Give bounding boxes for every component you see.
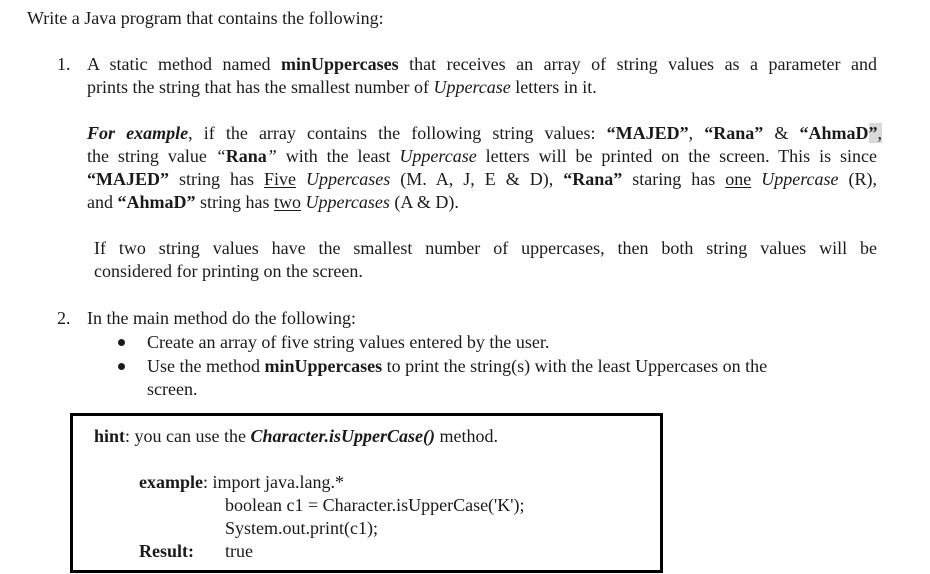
highlighted-quote: ” [868,123,878,143]
item1-line1: A static method named minUppercases that receives an array of string values as a parameter and [87,54,877,74]
example-line4: and “AhmaD” string has two Uppercases (A & D). [87,192,459,212]
method-name: minUppercases [280,54,399,74]
bullet-dot [118,339,125,346]
note-line1: If two string values have the smallest number of uppercases, then both string values will be [94,238,877,258]
intro-text: Write a Java program that contains the following: [27,8,384,28]
example-line2: the string value “Rana” with the least Uppercase letters will be printed on the screen. This is since [87,146,877,166]
result-label: Result: [139,541,194,561]
bullet-item-1: Create an array of five string values entered by the user. [147,332,550,352]
result-value: true [225,541,253,561]
hint-label: hint [94,426,126,446]
item1-line2: prints the string that has the smallest number of Uppercase letters in it. [87,77,597,97]
item2-number: 2. [57,308,71,328]
code-line-3: System.out.print(c1); [225,518,378,538]
bullet-dot [118,363,125,370]
code-line-1: import java.lang.* [212,472,344,492]
item2-heading: In the main method do the following: [87,308,356,328]
item1-number: 1. [57,54,71,74]
example-lead: For example [87,123,189,143]
example-label: example [139,472,203,492]
hint-line: hint: you can use the Character.isUpperCase() method. [94,426,498,446]
example-label-line: example: import java.lang.* [139,472,344,492]
bullet-item-2-cont: screen. [147,379,198,399]
example-line1: For example, if the array contains the following string values: “MAJED”, “Rana” & “AhmaD”, [87,123,882,143]
bullet-item-2: Use the method minUppercases to print the string(s) with the least Uppercases on the [147,356,768,376]
example-line3: “MAJED” string has Five Uppercases (M. A, J, E & D), “Rana” staring has one Uppercase (R), [87,169,878,189]
hint-method: Character.isUpperCase() [250,426,435,446]
note-line2: considered for printing on the screen. [94,261,363,281]
code-line-2: boolean c1 = Character.isUpperCase('K'); [225,495,525,515]
